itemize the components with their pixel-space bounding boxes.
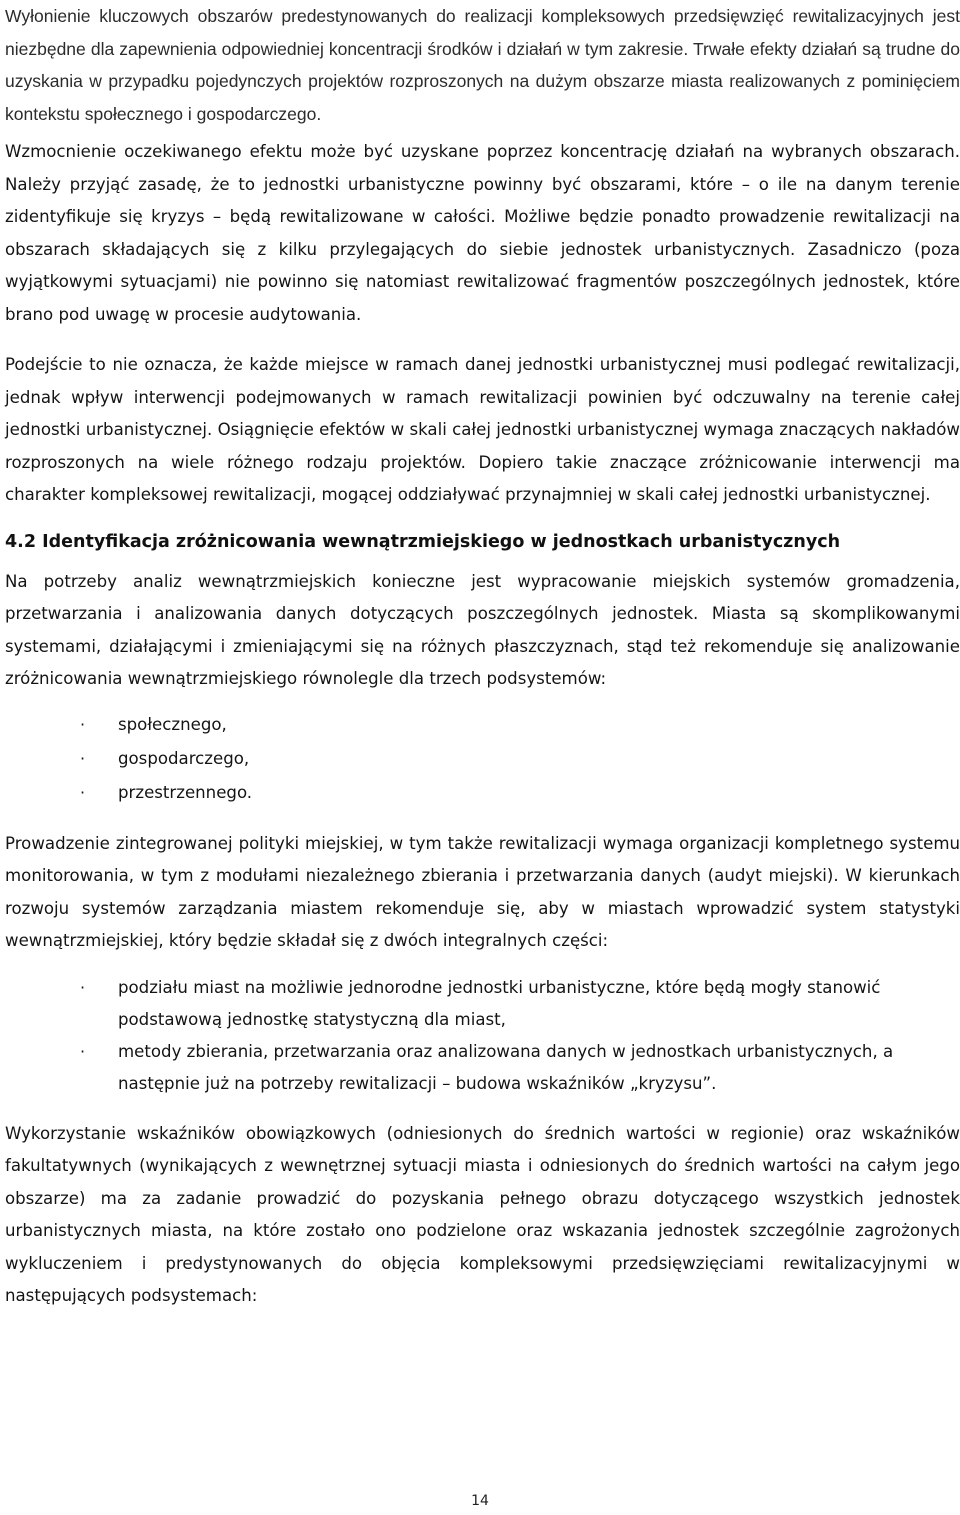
list-item: · przestrzennego. [5,776,960,810]
parts-list [5,972,960,1100]
paragraph-analysis: Na potrzeby analiz wewnątrzmiejskich konieczne jest wypracowanie miejskich systemów gromadzenia, przetwarzania i analizowania danych dotyczących poszczególnych jednostek. Miasta są skomplikowanymi systemami, działającymi i zmieniającymi się na różnych płaszczyznach, stąd też rekomenduje się analizowanie zróżnicowania wewnątrzmiejskiego równolegle dla trzech podsystemów: [5,571,960,688]
list-item: · podziału miast na możliwie jednorodne jednostki urbanistyczne, które będą mogły stanowić podstawową jednostkę statystyczną dla miast, [5,972,960,1036]
paragraph-intro: Wyłonienie kluczowych obszarów predestynowanych do realizacji kompleksowych przedsięwzięć rewitalizacyjnych jest niezbędne dla zapewnienia odpowiedniej koncentracji środków i działań w tym zakresie. Trwałe efekty działań są trudne do uzyskania w przypadku pojedynczych projektów rozproszonych na dużym obszarze miasta realizowanych z pominięciem kontekstu społecznego i gospodarczego. [5,6,960,124]
bullet-icon: · [80,1041,86,1061]
bullet-icon: · [80,748,86,768]
paragraph-indicators: Wykorzystanie wskaźników obowiązkowych (odniesionych do średnich wartości w regionie) oraz wskaźników fakultatywnych (wynikających z wewnętrznej sytuacji miasta i odniesionych do średnich wartości na całym jego obszarze) ma za zadanie prowadzić do pozyskania pełnego obrazu dotyczącego wszystkich jednostek urbanistycznych miasta, na które zostało ono podzielone oraz wskazania jednostek szczególnie zagrożonych wykluczeniem i predystynowanych do objęcia kompleksowymi przedsięwzięciami rewitalizacyjnymi w następujących podsystemach: [5,1123,960,1305]
paragraph-approach: Podejście to nie oznacza, że każde miejsce w ramach danej jednostki urbanistycznej musi podlegać rewitalizacji, jednak wpływ interwencji podejmowanych w ramach rewitalizacji powinien być odczuwalny na terenie całej jednostki urbanistycznej. Osiągnięcie efektów w skali całej jednostki urbanistycznej wymaga znaczących nakładów rozproszonych na wiele różnego rodzaju projektów. Dopiero takie znaczące zróżnicowanie interwencji ma charakter kompleksowej rewitalizacji, mogącej oddziaływać przynajmniej w skali całej jednostki urbanistycznej. [5,355,960,504]
section-heading: 4.2 Identyfikacja zróżnicowania wewnątrzmiejskiego w jednostkach urbanistycznych [5,531,841,552]
paragraph-monitoring: Prowadzenie zintegrowanej polityki miejskiej, w tym także rewitalizacji wymaga organizacji kompletnego systemu monitorowania, w tym z modułami niezależnego zbierania i przetwarzania danych (audyt miejski). W kierunkach rozwoju systemów zarządzania miastem rekomenduje się, aby w miastach wprowadzić system statystyki wewnątrzmiejskiej, który będzie składał się z dwóch integralnych części: [5,833,960,950]
bullet-icon: · [80,977,86,997]
subsystems-list [5,708,960,810]
bullet-icon: · [80,782,86,802]
page-number: 14 [471,1493,489,1509]
bullet-icon: · [80,714,86,734]
list-item: · gospodarczego, [5,742,960,776]
document-page [5,0,960,1313]
paragraph-concentration: Wzmocnienie oczekiwanego efektu może być uzyskane poprzez koncentrację działań na wybranych obszarach. Należy przyjąć zasadę, że to jednostki urbanistyczne powinny być obszarami, które – o ile na danym terenie zidentyfikuje się kryzys – będą rewitalizowane w całości. Możliwe będzie ponadto prowadzenie rewitalizacji na obszarach składających się z kilku przylegających do siebie jednostek urbanistycznych. Zasadniczo (poza wyjątkowymi sytuacjami) nie powinno się natomiast rewitalizować fragmentów poszczególnych jednostek, które brano pod uwagę w procesie audytowania. [5,142,960,324]
list-item: · społecznego, [5,708,960,742]
list-item: · metody zbierania, przetwarzania oraz analizowana danych w jednostkach urbanistycznych, a następnie już na potrzeby rewitalizacji – budowa wskaźników „kryzysu”. [5,1036,960,1100]
